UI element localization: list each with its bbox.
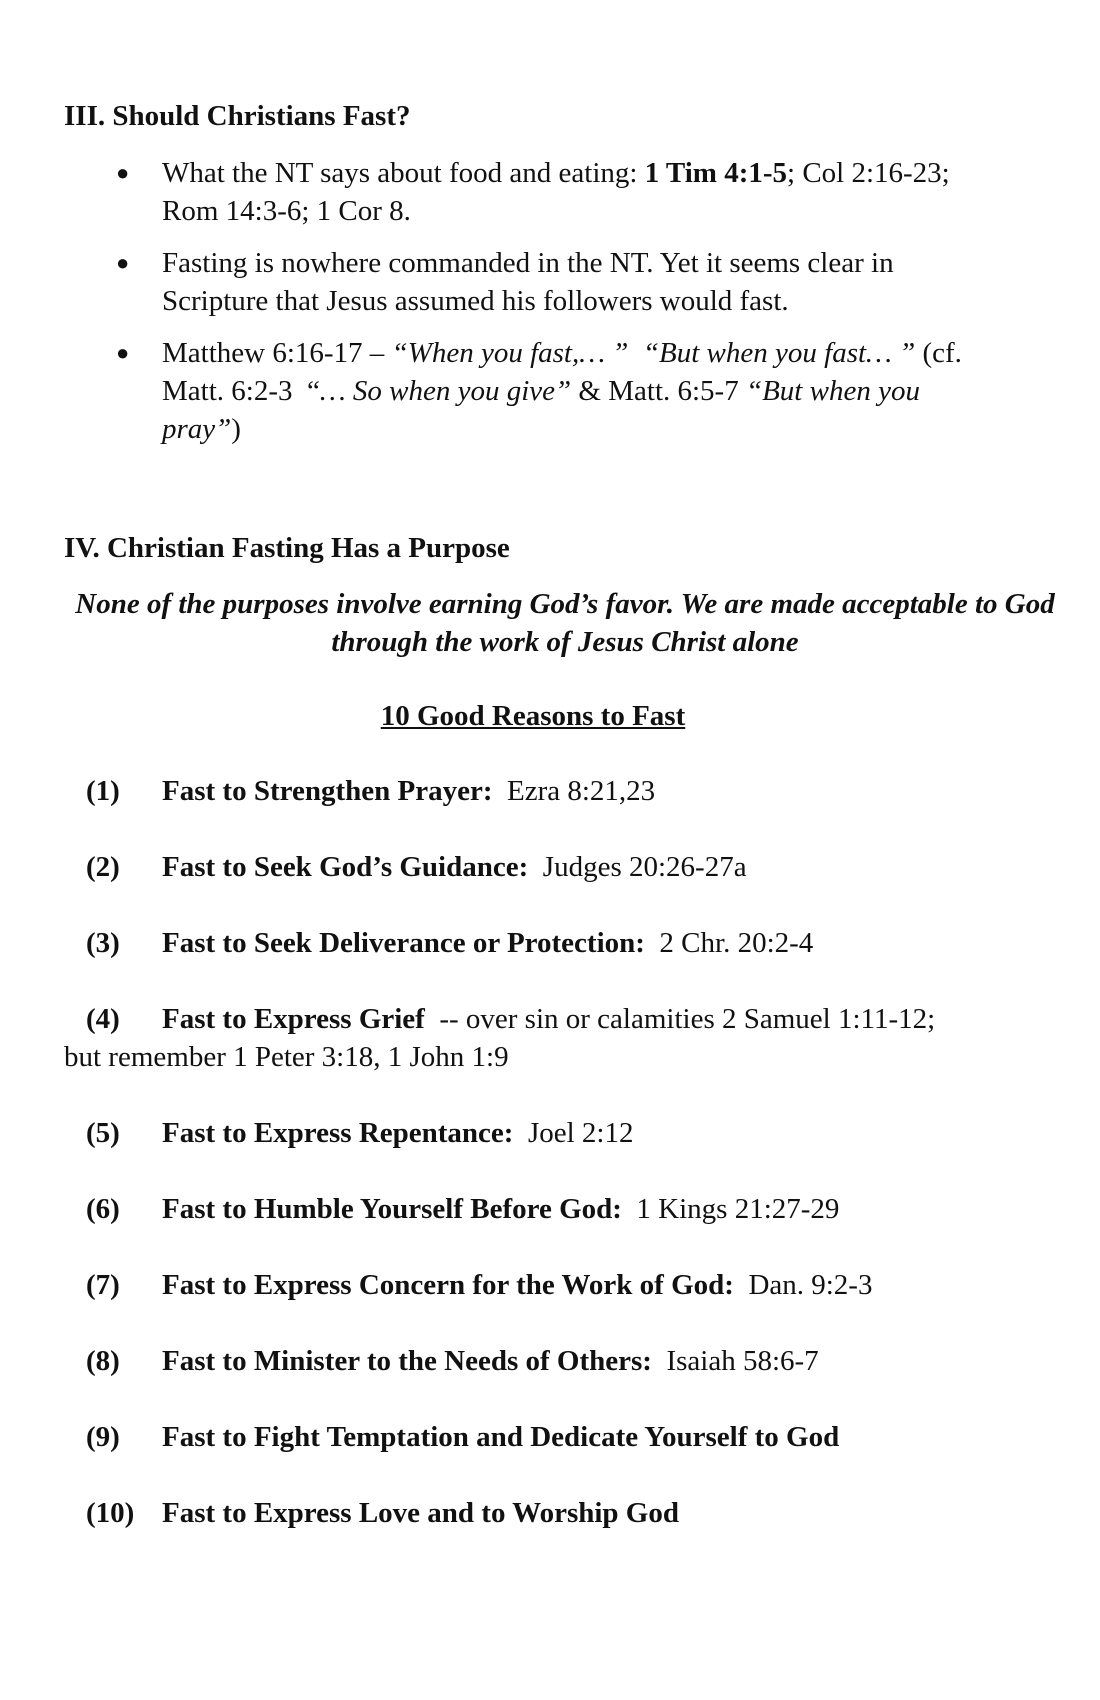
bullet-item: [116, 154, 996, 230]
reason-number: (7): [86, 1269, 120, 1301]
reason-reference: Ezra 8:21,23: [506, 775, 656, 807]
bullet-quote: … So when you give”: [319, 375, 572, 407]
reason-title: Fast to Seek God’s Guidance:: [162, 851, 529, 883]
reasons-list-title: 10 Good Reasons to Fast: [380, 700, 686, 732]
reason-number: (1): [86, 775, 120, 807]
reason-number: (4): [86, 1003, 120, 1035]
purpose-note: None of the purposes involve earning God’s favor. We are made acceptable to God through the work of Jesus Christ alone: [75, 588, 1055, 658]
bullet-item: [116, 244, 996, 320]
reason-title: Fast to Strengthen Prayer:: [162, 775, 493, 807]
bullet-quote: “But when you fast… ”: [642, 337, 916, 369]
bullet-text-part: ): [231, 413, 241, 445]
list-item: [64, 772, 1064, 810]
bullet-text-part: Matthew 6:16-17 –: [162, 337, 392, 369]
reason-number: (10): [86, 1497, 135, 1529]
reason-reference: -- over sin or calamities 2 Samuel 1:11-12; but remember 1 Peter 3:18, 1 John 1:9: [64, 1003, 936, 1073]
bullet-text: [162, 154, 996, 230]
reason-number: (6): [86, 1193, 120, 1225]
section-4-heading: IV. Christian Fasting Has a Purpose: [64, 532, 510, 564]
bullet-quote: “When you fast,… ”: [391, 337, 629, 369]
reason-number: (9): [86, 1421, 120, 1453]
reason-title: Fast to Express Love and to Worship God: [162, 1497, 679, 1529]
bullet-icon: ●: [116, 160, 130, 185]
list-item: [64, 1494, 1064, 1532]
reason-title: Fast to Fight Temptation and Dedicate Yourself to God: [162, 1421, 840, 1453]
reason-reference: Joel 2:12: [527, 1117, 634, 1149]
reason-title: Fast to Humble Yourself Before God:: [162, 1193, 622, 1225]
bullet-icon: ●: [116, 250, 130, 275]
bullet-text: Fasting is nowhere commanded in the NT. Yet it seems clear in Scripture that Jesus assumed his followers would fast.: [162, 247, 894, 317]
list-item: [64, 1266, 1064, 1304]
bullet-quote: “But when you pray”: [162, 375, 920, 445]
reason-title: Fast to Express Concern for the Work of God:: [162, 1269, 734, 1301]
reason-reference: 2 Chr. 20:2-4: [659, 927, 814, 959]
bullet-bold-ref: 1 Tim 4:1-5: [644, 157, 788, 189]
reason-reference: Dan. 9:2-3: [748, 1269, 873, 1301]
reason-title: Fast to Express Grief: [162, 1003, 425, 1035]
list-item: [64, 1418, 1064, 1456]
list-item: [64, 924, 1064, 962]
reason-title: Fast to Minister to the Needs of Others:: [162, 1345, 652, 1377]
reason-reference: 1 Kings 21:27-29: [636, 1193, 840, 1225]
bullet-text-part: ; Col 2:16-23; Rom 14:3-6; 1 Cor 8.: [162, 157, 950, 227]
bullet-text: [162, 334, 996, 448]
reason-number: (2): [86, 851, 120, 883]
reason-reference: Judges 20:26-27a: [542, 851, 747, 883]
bullet-text-part: & Matt. 6:5-7: [571, 375, 746, 407]
bullet-item: [116, 334, 996, 448]
list-item: [64, 848, 1064, 886]
list-item: [64, 1000, 954, 1076]
list-item: [64, 1114, 1064, 1152]
reason-title: Fast to Express Repentance:: [162, 1117, 514, 1149]
reason-reference: Isaiah 58:6-7: [666, 1345, 819, 1377]
bullet-text-part: What the NT says about food and eating:: [162, 157, 645, 189]
reason-title: Fast to Seek Deliverance or Protection:: [162, 927, 645, 959]
list-item: [64, 1342, 1064, 1380]
reason-number: (8): [86, 1345, 120, 1377]
reason-number: (3): [86, 927, 120, 959]
section-3-heading: III. Should Christians Fast?: [64, 100, 411, 132]
list-item: [64, 1190, 1064, 1228]
bullet-text-part: (cf. Matt. 6:2-3 “: [162, 337, 970, 407]
reason-number: (5): [86, 1117, 120, 1149]
bullet-text-part: [628, 337, 643, 369]
bullet-icon: ●: [116, 340, 130, 365]
